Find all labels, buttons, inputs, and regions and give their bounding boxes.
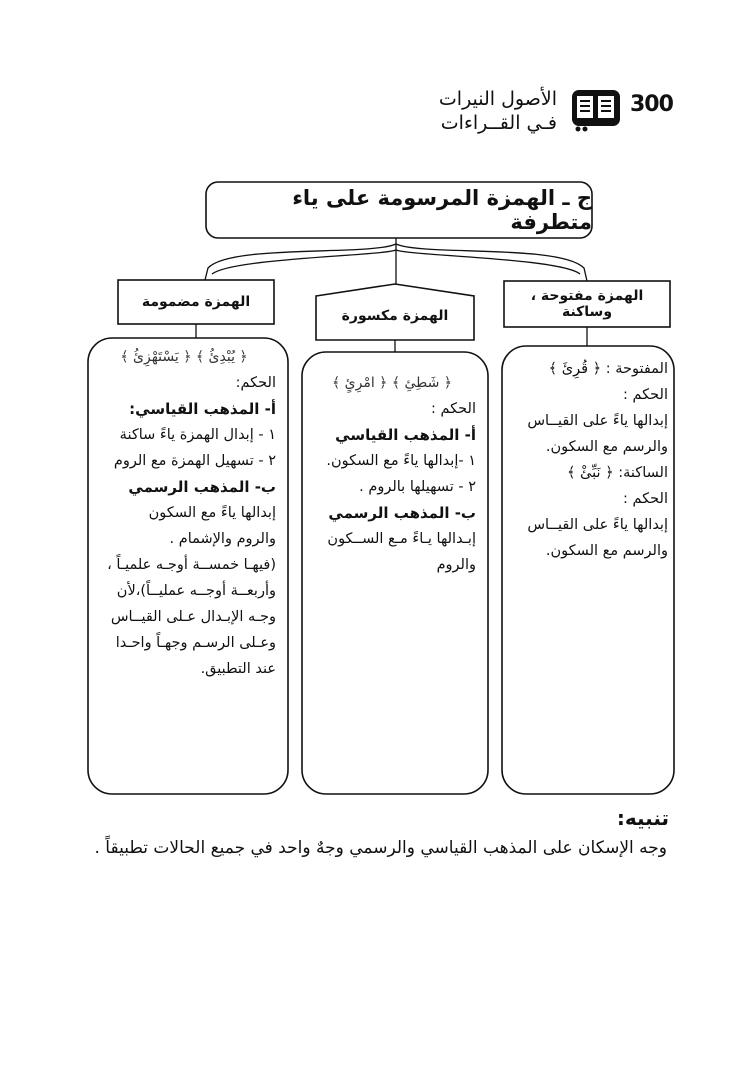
- list-item: إبدالها ياءً على القيــاس: [527, 517, 668, 533]
- branch-label-maftuha: الهمزة مفتوحة ، وساكنة: [530, 288, 644, 320]
- list-item: عند التطبيق.: [200, 661, 276, 677]
- list-item: المفتوحة : ﴿ قُرِئَ ﴾: [548, 361, 668, 377]
- list-item: ٢ - تسهيلها بالروم .: [359, 479, 476, 495]
- quran-examples: ﴿ يُبْدِئُ ﴾ ﴿ يَسْتَهْزِئُ ﴾: [120, 349, 248, 365]
- list-item: ١ - إبدال الهمزة ياءً ساكنة: [119, 427, 276, 443]
- list-item: والرسم مع السكون.: [545, 543, 668, 559]
- column-madmuma: [92, 344, 276, 682]
- list-item: أ- المذهب القياسي:: [129, 400, 276, 418]
- book-title-line1: الأصول النيرات: [438, 88, 557, 110]
- list-item: ٢ - تسهيل الهمزة مع الروم: [113, 453, 276, 469]
- list-item: الحكم:: [235, 375, 276, 391]
- quran-examples: ﴿ شَطِئِ ﴾ ﴿ امْرِئٍ ﴾: [331, 375, 453, 391]
- list-item: الحكم :: [623, 491, 668, 507]
- note-heading: تنبيه:: [616, 806, 669, 830]
- list-item: الحكم :: [623, 387, 668, 403]
- list-item: الساكنة: ﴿ نَبِّئْ ﴾: [566, 465, 668, 481]
- list-item: إبـدالها يـاءً مـع الســكون: [327, 531, 476, 547]
- list-item: الحكم :: [431, 401, 476, 417]
- branch-label-maksura: الهمزة مكسورة: [341, 308, 449, 324]
- list-item: ب- المذهب الرسمي: [128, 478, 276, 496]
- note-text: وجه الإسكان على المذهب القياسي والرسمي وجهٌ واحد في جميع الحالات تطبيقاً .: [94, 838, 667, 858]
- page-number: 300: [630, 92, 673, 117]
- list-item: ١ -إبدالها ياءً مع السكون.: [326, 453, 476, 469]
- list-item: أ- المذهب القياسي: [335, 426, 476, 444]
- list-item: وجـه الإبـدال عـلى القيــاس: [110, 609, 276, 625]
- connector-lines: [205, 238, 587, 284]
- branch-label-madmuma: الهمزة مضمومة: [141, 294, 251, 310]
- list-item: وأربعــة أوجــه عمليــاً)،لأن: [116, 583, 276, 599]
- column-maftuha: [508, 356, 668, 564]
- list-item: ب- المذهب الرسمي: [328, 504, 476, 522]
- list-item: وعـلى الرسـم وجهـاً واحـدا: [115, 635, 276, 651]
- list-item: والروم: [436, 557, 476, 573]
- column-maksura: [308, 370, 476, 578]
- list-item: إبدالها ياءً على القيــاس: [527, 413, 668, 429]
- book-title-line2: فـي القــراءات: [440, 112, 557, 134]
- list-item: (فيهـا خمســة أوجـه علميـاً ،: [107, 557, 276, 573]
- list-item: والرسم مع السكون.: [545, 439, 668, 455]
- list-item: والروم والإشمام .: [169, 531, 276, 547]
- diagram-title: ج ـ الهمزة المرسومة على ياء متطرفة: [292, 186, 592, 234]
- list-item: إبدالها ياءً مع السكون: [148, 505, 276, 521]
